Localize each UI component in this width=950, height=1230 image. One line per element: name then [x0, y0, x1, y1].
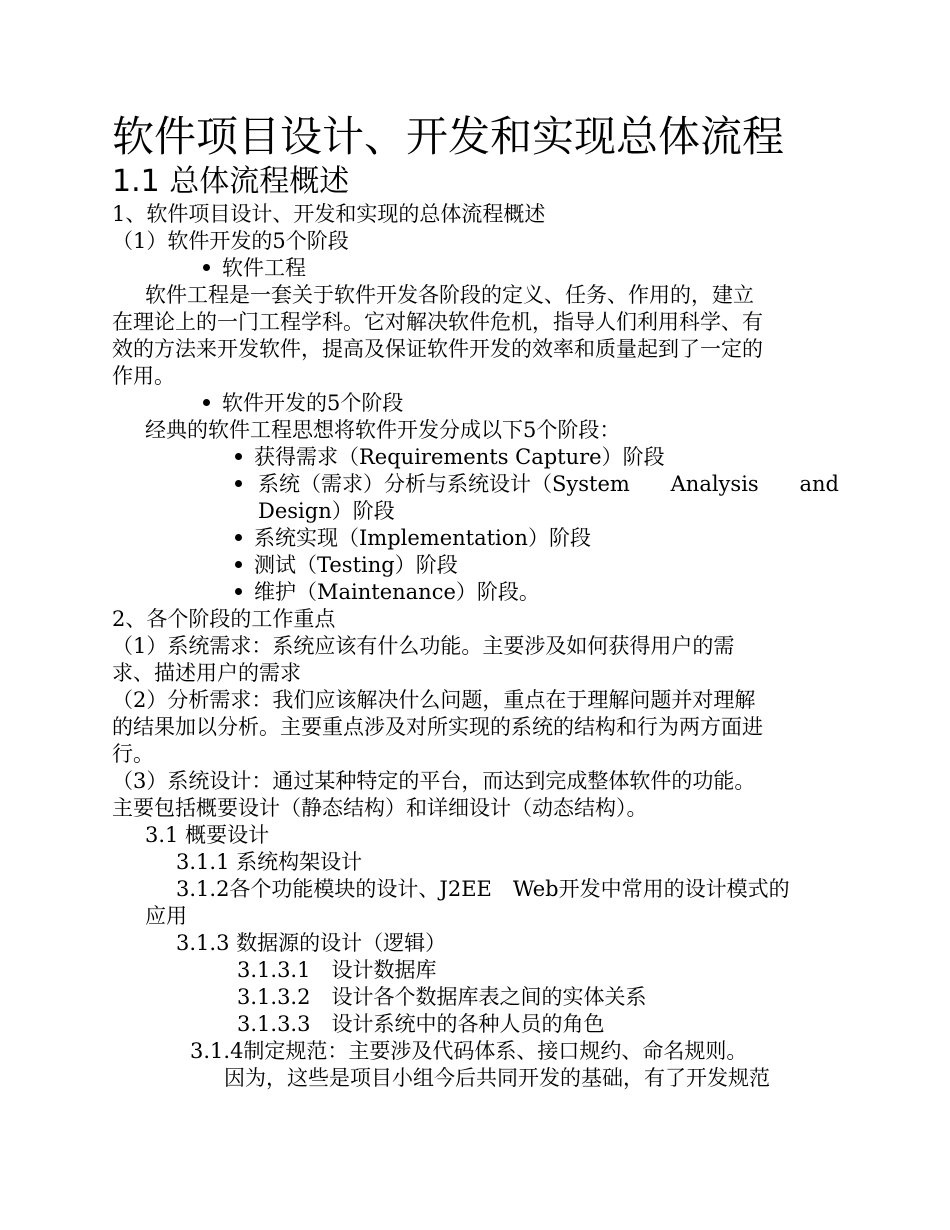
outline-subitem: 3.1.3.2 设计各个数据库表之间的实体关系: [237, 985, 647, 1009]
stage-text: 测试（Testing）阶段: [254, 553, 458, 577]
paragraph-line: 作用。: [112, 364, 175, 388]
bullet-icon: [235, 534, 242, 541]
stage-item: [235, 552, 458, 579]
outline-item: 3.1 概要设计: [145, 823, 270, 847]
stage-text: Analysis: [670, 472, 759, 496]
stage-text-justified: [258, 471, 839, 498]
outline-subitem: 3.1.3.1 设计数据库: [237, 958, 437, 982]
paragraph-line: （1）系统需求：系统应该有什么功能。主要涉及如何获得用户的需: [112, 634, 735, 658]
paragraph-line: 在理论上的一门工程学科。它对解决软件危机，指导人们利用科学、有: [112, 310, 763, 334]
outline-subitem: 3.1.3.3 设计系统中的各种人员的角色: [237, 1012, 605, 1036]
stage-text: 维护（Maintenance）阶段。: [254, 580, 540, 604]
stage-text: and: [799, 472, 839, 496]
stage-text: 系统实现（Implementation）阶段: [254, 526, 591, 550]
paragraph-line: 2、各个阶段的工作重点: [112, 607, 336, 631]
bullet-icon: [235, 561, 242, 568]
paragraph-line: 效的方法来开发软件，提高及保证软件开发的效率和质量起到了一定的: [112, 337, 763, 361]
bullet-icon: [235, 453, 242, 460]
paragraph-line: 主要包括概要设计（静态结构）和详细设计（动态结构）。: [112, 796, 648, 820]
bullet-icon: [235, 480, 242, 487]
stage-item: [235, 444, 665, 471]
paragraph-line: 经典的软件工程思想将软件开发分成以下5个阶段：: [145, 418, 621, 442]
outline-item: 3.1.2各个功能模块的设计、J2EE Web开发中常用的设计模式的: [176, 877, 790, 901]
paragraph-line: 行。: [112, 742, 154, 766]
bullet-text: 软件开发的5个阶段: [222, 391, 404, 415]
bullet-text: 软件工程: [222, 256, 306, 280]
paragraph-line: 软件工程是一套关于软件开发各阶段的定义、任务、作用的，建立: [145, 283, 754, 307]
section-heading: 1.1 总体流程概述: [112, 164, 350, 199]
paragraph-line: 的结果加以分析。主要重点涉及对所实现的系统的结构和行为两方面进: [112, 715, 763, 739]
bullet-icon: [203, 399, 210, 406]
paragraph-line: 求、描述用户的需求: [112, 661, 301, 685]
outline-item-continued: 应用: [145, 904, 187, 928]
paragraph-line: 因为，这些是项目小组今后共同开发的基础，有了开发规范: [224, 1066, 770, 1090]
stage-item: [235, 471, 839, 498]
paragraph-line: 1、软件项目设计、开发和实现的总体流程概述: [112, 202, 546, 226]
bullet-item: [203, 255, 306, 282]
stage-text: 获得需求（Requirements Capture）阶段: [254, 445, 665, 469]
stage-text-continued: Design）阶段: [258, 499, 395, 523]
stage-text: 系统（需求）分析与系统设计（System: [258, 472, 630, 496]
stage-item: [235, 579, 540, 606]
stage-item: [235, 525, 591, 552]
paragraph-line: （1）软件开发的5个阶段: [112, 229, 349, 253]
paragraph-line: （3）系统设计：通过某种特定的平台，而达到完成整体软件的功能。: [112, 769, 756, 793]
document-title: 软件项目设计、开发和实现总体流程: [112, 112, 785, 161]
outline-item: 3.1.3 数据源的设计（逻辑）: [176, 931, 447, 955]
outline-item: 3.1.4制定规范：主要涉及代码体系、接口规约、命名规则。: [190, 1039, 748, 1063]
outline-item: 3.1.1 系统构架设计: [176, 850, 363, 874]
bullet-icon: [235, 588, 242, 595]
bullet-item: [203, 390, 403, 417]
paragraph-line: （2）分析需求：我们应该解决什么问题，重点在于理解问题并对理解: [112, 688, 756, 712]
bullet-icon: [203, 264, 210, 271]
